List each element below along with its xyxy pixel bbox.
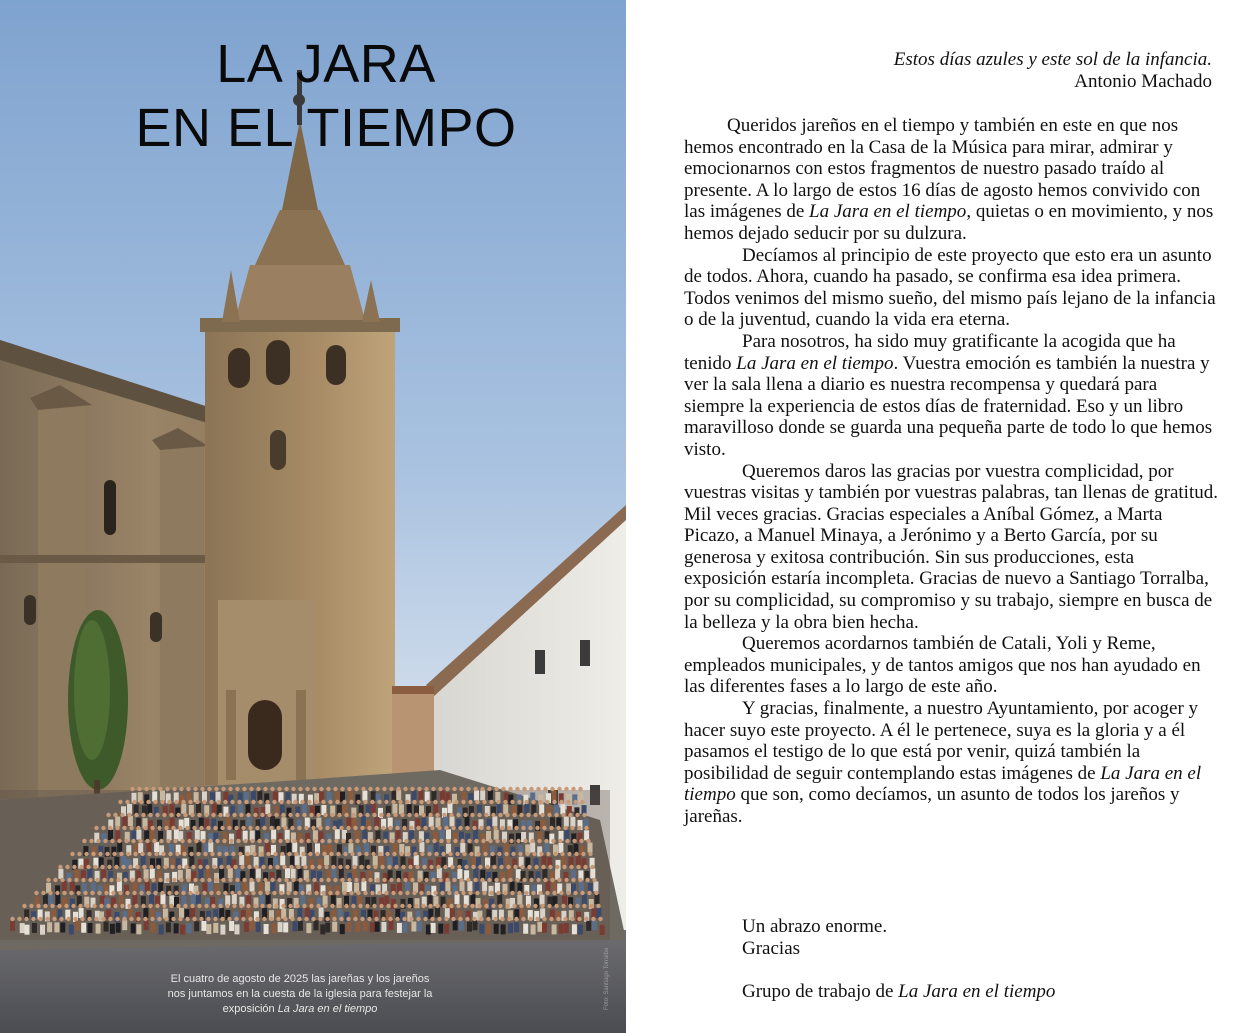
caption-line2: nos juntamos en la cuesta de la iglesia para festejar la [167, 988, 433, 1000]
caption-line1: El cuatro de agosto de 2025 las jareñas y los jareños [170, 973, 430, 985]
epigraph-author: Antonio Machado [1074, 71, 1212, 92]
photo-caption [150, 972, 450, 1017]
letter-paragraph: Queremos acordarnos también de Catali, Yoli y Reme, empleados municipales, y de tantos amigos que nos han ayudado en las diferentes fases a lo largo de este año. [684, 633, 1201, 698]
letter-body [684, 115, 1219, 828]
letter-paragraph: Decíamos al principio de este proyecto que esto era un asunto de todos. Ahora, cuando ha pasado, se confirma esa idea primera. Todos venimos del mismo sueño, del mismo país lejano de la infancia o de la juventud, cuando la vida era eterna. [684, 244, 1216, 331]
caption-exhibition-title: La Jara en el tiempo [277, 1003, 378, 1015]
paragraph-text: Y gracias, finalmente, a nuestro Ayuntamiento, por acoger y hacer suyo este proyecto. A él le pertenece, suya es la gloria y a él pasamos el testigo de lo que está por venir, quizá también la posibilidad de seguir contemplando estas imágenes de [684, 698, 1199, 784]
caption-line3 [150, 1002, 450, 1017]
cover-title [0, 32, 626, 160]
signature-prefix: Grupo de trabajo de [742, 981, 899, 1002]
epigraph [894, 49, 1212, 93]
cover-title-line2: EN EL TIEMPO [135, 98, 517, 158]
letter-signature [742, 981, 1055, 1003]
photo-credit: Foto: Santiago Torralba [604, 947, 610, 1010]
paragraph-text: . Vuestra emoción es también la nuestra y ver la sala llena a diario es nuestra recompensa y quedará para siempre la experiencia de estos días de fraternidad. Eso y un libro maravilloso donde se guarda una pequeña parte de todo lo que hemos visto. [684, 352, 1213, 460]
paragraph-text: que son, como decíamos, un asunto de todos los jareños y jareñas. [684, 784, 1180, 827]
cover-title-line1: LA JARA [216, 34, 436, 94]
letter-paragraph [684, 331, 1219, 461]
exhibition-title: La Jara en el tiempo [684, 762, 1202, 806]
exhibition-title: La Jara en el tiempo [736, 352, 894, 374]
caption-line3-prefix: exposición [222, 1003, 278, 1015]
closing-line2: Gracias [742, 937, 801, 959]
letter-page [626, 0, 1244, 1033]
paragraph-text: Para nosotros, ha sido muy gratificante la acogida que ha tenido [684, 330, 1176, 374]
signature-exhibition-title: La Jara en el tiempo [898, 981, 1056, 1002]
exhibition-title: La Jara en el tiempo [809, 201, 967, 223]
letter-paragraph: Queremos daros las gracias por vuestra complicidad, por vuestras visitas y también por vuestras palabras, tan llenas de gratitud. Mil veces gracias. Gracias especiales a Aníbal Gómez, a Marta Picazo, a Manuel Minaya, a Jerónimo y a Berto García, por su generosa y exitosa contribución. Sin sus producciones, esta exposición estaría incompleta. Gracias de nuevo a Santiago Torralba, por su complicidad, su compromiso y su trabajo, siempre en busca de la belleza y la obra bien hecha. [684, 460, 1218, 633]
closing-line1: Un abrazo enorme. [742, 916, 888, 937]
letter-paragraph [684, 115, 1219, 245]
paragraph-text: , quietas o en movimiento, y nos hemos dejado seducir por su dulzura. [684, 201, 1214, 244]
letter-closing [742, 916, 887, 959]
paragraph-text: Queridos jareños en el tiempo y también en este en que nos hemos encontrado en la Casa de la Música para mirar, admirar y emocionarnos con estos fragmentos de nuestro pasado traído al presente. A lo largo de estos 16 días de agosto hemos convivido con las imágenes de [684, 115, 1201, 223]
epigraph-quote: Estos días azules y este sol de la infancia. [893, 49, 1212, 70]
letter-paragraph [684, 698, 1219, 828]
